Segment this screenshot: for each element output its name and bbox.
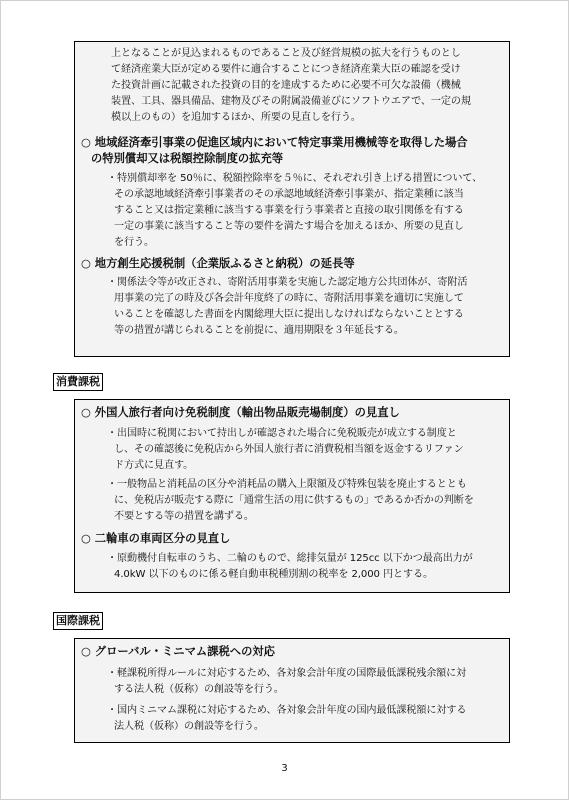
tax-free-system-item-title: ○ 外国人旅行者向け免税制度（輸出物品販売場制度）の見直し [81,406,400,419]
furusato-tax-item-title: ○ 地方創生応援税制（企業版ふるさと納税）の延長等 [81,257,355,270]
tax-free-goods-paragraph: ・一般物品と消耗品の区分や消耗品の購入上限額及び特殊包装を廃止するととも に、免税店が販売する際に「通常生活の用に供するもの」であるか否かの判断を 不要とする等の措置を講ずる。 [107,479,474,523]
furusato-tax-paragraph: ・関係法令等が改正され、寄附活用事業を実施した認定地方公共団体が、寄附活 用事業の完了の時及び各会計年度終了の時に、寄附活用事業を適切に実施して いることを確認した書面を内閣総理大臣に提出しなければならないこととする 等の措置が講じられることを前提に、適用期限を３年延長する。 [107,277,468,337]
undertaxed-profits-paragraph: ・軽課税所得ルールに対応するため、各対象会計年度の国際最低課税残余額に対 する法人税（仮称）の創設等を行う。 [107,668,467,696]
regional-economy-paragraph: ・特別償却率を 50％に、税額控除率を５％に、それぞれ引き上げる措置について、 その承認地域経済牽引事業者のその承認地域経済牽引事業が、指定業種に該当 すること又は指定業種に該当する事業を行う事業者と直接の取引関係を有する 一定の事業に該当すること等の要件を満たす場合を加えるほか、所要の見直し を行う。 [107,173,483,249]
motorcycle-item-title: ○ 二輪車の車両区分の見直し [81,532,231,545]
section-label-consumption-tax: 消費課税 [53,373,103,391]
section-label-international-tax: 国際課税 [53,612,103,630]
tax-section-box-3 [74,638,510,743]
investment-plan-paragraph: 上となることが見込まれるものであること及び経営規模の拡大を行うものとし て経済産業大臣が定める要件に適合することにつき経済産業大臣の確認を受け た投資計画に記載された投資の目的を達成するために必要不可欠な設備（機械 装置、工具、器具備品、建物及びその附属設備並びにソフトウエアで、一定の規 模以上のもの）を追加するほか、所要の見直しを行う。 [111,48,471,124]
motorcycle-paragraph: ・原動機付自転車のうち、二輪のもので、総排気量が 125cc 以下かつ最高出力が 4.0kW 以下のものに係る軽自動車税種別割の税率を 2,000 円とする。 [107,553,473,581]
tax-free-refund-paragraph: ・出国時に税関において持出しが確認された場合に免税販売が成立する制度と し、その確認後に免税店から外国人旅行者に消費税相当額を返金するリファン ド方式に見直す。 [107,428,464,472]
domestic-minimum-tax-paragraph: ・国内ミニマム課税に対応するため、各対象会計年度の国内最低課税額に対する 法人税（仮称）の創設等を行う。 [107,705,467,733]
regional-economy-item-title: ○ 地域経済牽引事業の促進区域内において特定事業用機械等を取得した場合 の特別償却又は税額控除制度の拡充等 [81,136,468,165]
tax-section-box-2 [74,399,510,593]
global-minimum-tax-item-title: ○ グローバル・ミニマム課税への対応 [81,645,275,658]
page-number: 3 [281,763,288,774]
tax-section-box-1 [74,41,510,357]
